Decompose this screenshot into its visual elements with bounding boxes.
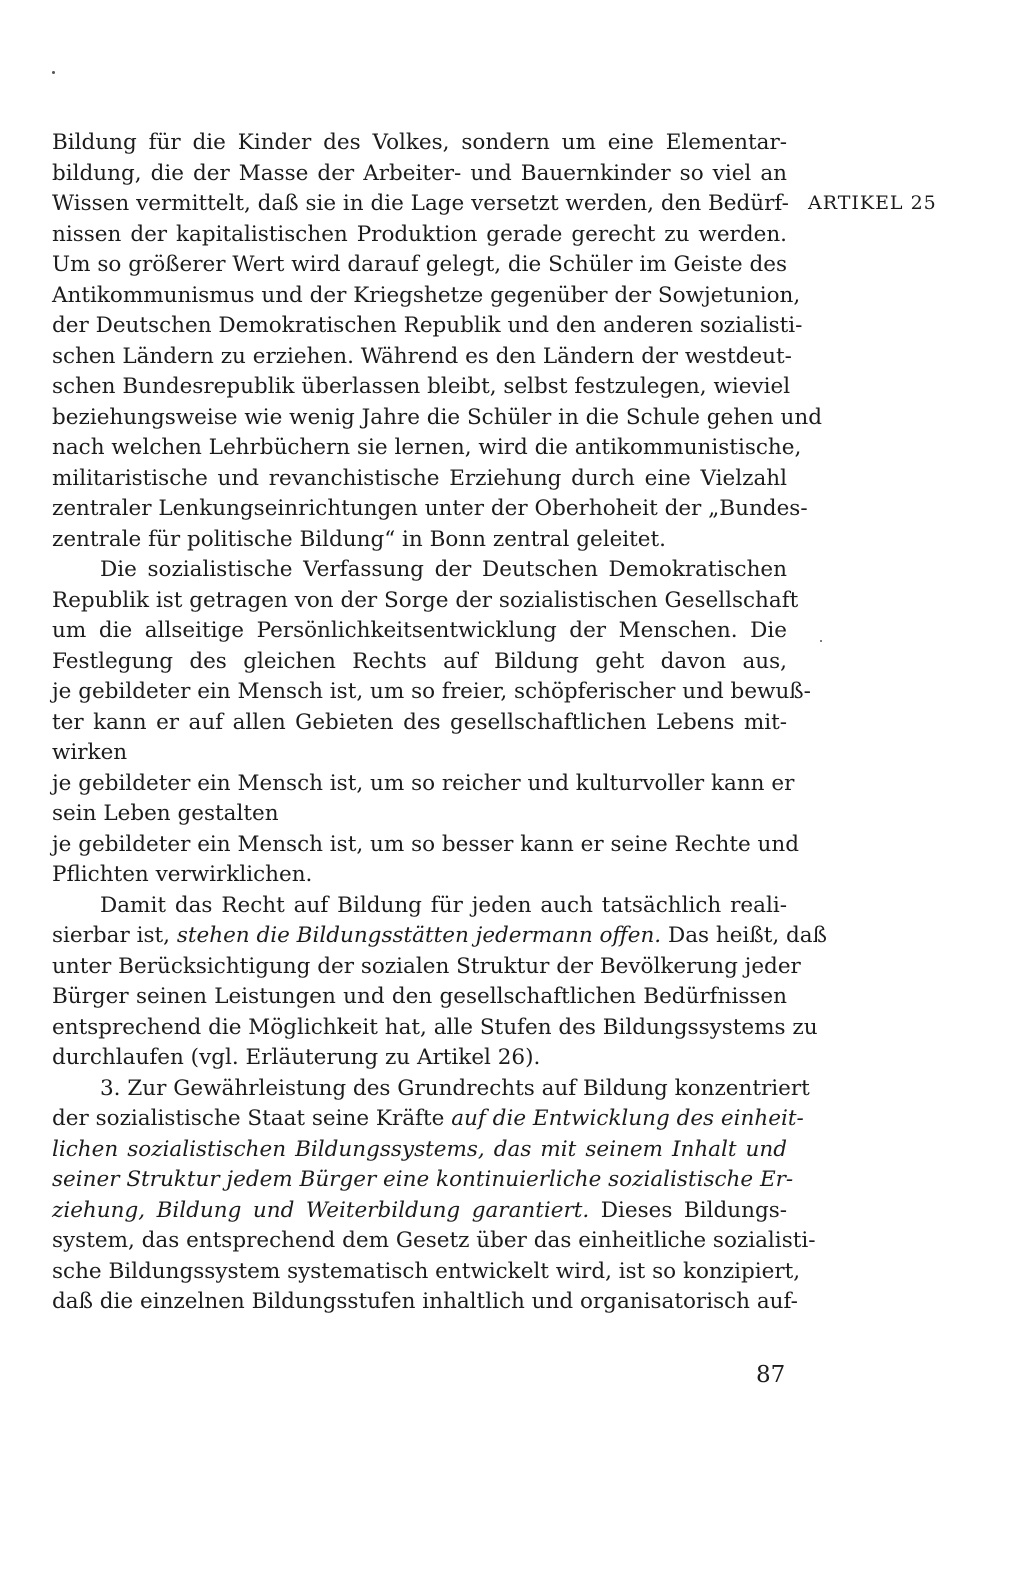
- emphasis-text: ziehung, Bildung und Weiterbildung garantiert.: [52, 1197, 590, 1223]
- text-line: daß die einzelnen Bildungsstufen inhaltlich und organisatorisch auf-: [52, 1289, 798, 1314]
- text-line: Um so größerer Wert wird darauf gelegt, die Schüler im Geiste des: [52, 252, 787, 277]
- text-line: 3. Zur Gewährleistung des Grundrechts auf Bildung konzentriert: [100, 1075, 810, 1101]
- paragraph-1: [52, 128, 822, 555]
- text-line: der Deutschen Demokratischen Republik und den anderen sozialisti-: [52, 313, 803, 338]
- text-line: Republik ist getragen von der Sorge der sozialistischen Gesellschaft: [52, 587, 799, 613]
- text-line: unter Berücksichtigung der sozialen Struktur der Bevölkerung jeder: [52, 953, 801, 979]
- emphasis-text: auf die Entwicklung des einheit-: [451, 1106, 804, 1131]
- emphasis-text: stehen die Bildungsstätten jedermann offen.: [176, 923, 662, 948]
- paragraph-2: [52, 555, 811, 891]
- text-line: entsprechend die Möglichkeit hat, alle Stufen des Bildungssystems zu: [52, 1014, 818, 1040]
- text-line: nach welchen Lehrbüchern sie lernen, wird die antikommunistische,: [52, 435, 802, 460]
- text-line: zentrale für politische Bildung“ in Bonn zentral geleitet.: [52, 526, 667, 552]
- text-line: durchlaufen (vgl. Erläuterung zu Artikel 26).: [52, 1045, 541, 1070]
- text-line: um die allseitige Persönlichkeitsentwicklung der Menschen. Die: [52, 618, 787, 643]
- text-segment: Dieses Bildungs-: [589, 1197, 788, 1223]
- text-line: sein Leben gestalten: [52, 801, 279, 826]
- paper-speck: [820, 640, 822, 642]
- text-line: system, das entsprechend dem Gesetz über das einheitliche sozialisti-: [52, 1228, 816, 1253]
- text-line: Bürger seinen Leistungen und den gesellschaftlichen Bedürfnissen: [52, 984, 787, 1009]
- paper-speck: [52, 71, 55, 74]
- text-line: [52, 1196, 787, 1227]
- text-line: lichen sozialistischen Bildungssystems, das mit seinem Inhalt und: [52, 1136, 787, 1162]
- text-line: Die sozialistische Verfassung der Deutschen Demokratischen: [100, 557, 787, 582]
- text-segment: Das heißt, daß: [661, 923, 827, 948]
- text-segment: der sozialistische Staat seine Kräfte: [52, 1106, 452, 1131]
- text-line: zentraler Lenkungseinrichtungen unter der Oberhoheit der „Bundes-: [52, 496, 808, 521]
- body-text: [52, 128, 827, 1318]
- text-line: schen Ländern zu erziehen. Während es den Ländern der westdeut-: [52, 343, 792, 369]
- text-line: beziehungsweise wie wenig Jahre die Schüler in die Schule gehen und: [52, 404, 822, 430]
- text-line: [52, 1104, 804, 1135]
- text-line: [52, 921, 827, 952]
- text-line: je gebildeter ein Mensch ist, um so besser kann er seine Rechte und: [52, 831, 799, 857]
- text-line: schen Bundesrepublik überlassen bleibt, selbst festzulegen, wieviel: [52, 374, 791, 399]
- text-line: militaristische und revanchistische Erziehung durch eine Vielzahl: [52, 465, 787, 491]
- text-line: Antikommunismus und der Kriegshetze gegenüber der Sowjetunion,: [52, 282, 801, 308]
- text-line: Festlegung des gleichen Rechts auf Bildung geht davon aus,: [52, 648, 787, 674]
- text-line: Damit das Recht auf Bildung für jeden auch tatsächlich reali-: [100, 892, 787, 918]
- text-line: seiner Struktur jedem Bürger eine kontinuierliche sozialistische Er-: [52, 1167, 794, 1192]
- text-line: je gebildeter ein Mensch ist, um so reicher und kulturvoller kann er: [52, 770, 795, 796]
- paragraph-3: [52, 891, 827, 1074]
- margin-note-article: ARTIKEL 25: [808, 192, 937, 214]
- page-number: 87: [756, 1362, 786, 1388]
- text-line: je gebildeter ein Mensch ist, um so freier, schöpferischer und bewuß-: [52, 679, 811, 704]
- paragraph-4: [52, 1074, 816, 1318]
- text-line: Bildung für die Kinder des Volkes, sondern um eine Elementar-: [52, 130, 787, 155]
- text-line: sche Bildungssystem systematisch entwickelt wird, ist so konzipiert,: [52, 1258, 801, 1284]
- text-line: ter kann er auf allen Gebieten des gesellschaftlichen Lebens mit-: [52, 709, 787, 735]
- text-line: wirken: [52, 740, 128, 765]
- text-segment: sierbar ist,: [52, 923, 177, 948]
- text-line: nissen der kapitalistischen Produktion gerade gerecht zu werden.: [52, 221, 787, 247]
- text-line: Pflichten verwirklichen.: [52, 862, 313, 887]
- text-line: bildung, die der Masse der Arbeiter- und Bauernkinder so viel an: [52, 160, 787, 186]
- text-line: Wissen vermittelt, daß sie in die Lage versetzt werden, den Bedürf-: [52, 191, 789, 216]
